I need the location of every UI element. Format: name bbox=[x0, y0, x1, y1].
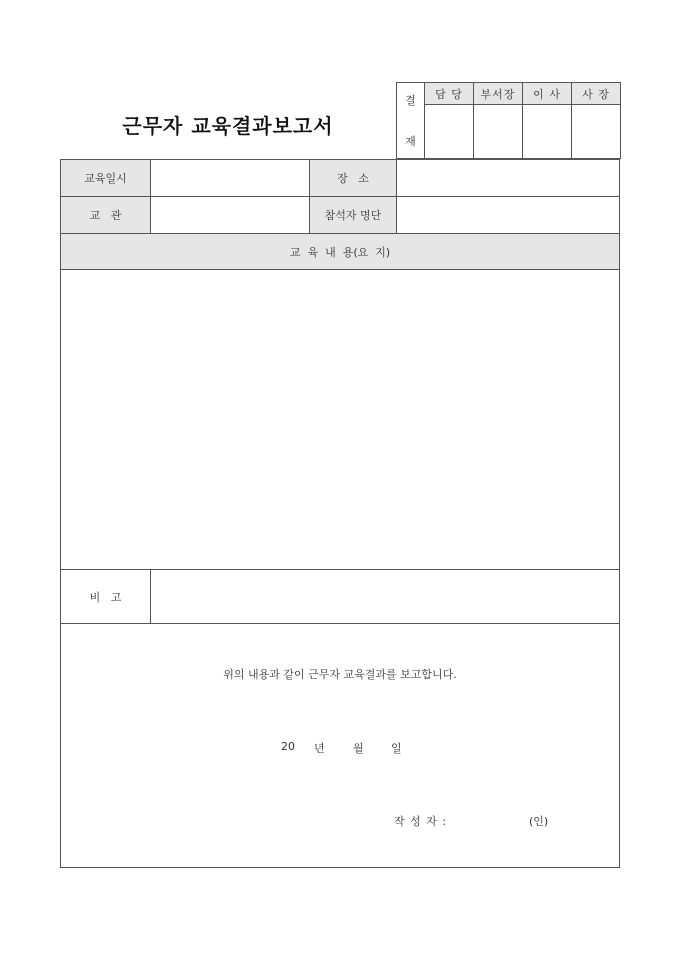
education-datetime-field[interactable] bbox=[151, 160, 309, 196]
label-place: 장 소 bbox=[310, 160, 396, 196]
approval-header-director: 이 사 bbox=[523, 83, 572, 105]
content-header: 교 육 내 용(요 지) bbox=[61, 234, 619, 269]
approval-sign-manager[interactable] bbox=[425, 105, 474, 159]
report-statement: 위의 내용과 같이 근무자 교육결과를 보고합니다. bbox=[223, 668, 457, 681]
date-year: 20 bbox=[281, 740, 295, 753]
form-title: 근무자 교육결과보고서 bbox=[122, 113, 334, 138]
approval-header-manager: 담 당 bbox=[425, 83, 474, 105]
education-content-area[interactable] bbox=[61, 270, 619, 569]
date-day-unit: 일 bbox=[391, 742, 402, 755]
approval-sign-president[interactable] bbox=[572, 105, 621, 159]
approval-block bbox=[396, 82, 621, 159]
label-attendee-list: 참석자 명단 bbox=[310, 197, 396, 233]
attendee-list-field[interactable] bbox=[397, 197, 619, 233]
place-field[interactable] bbox=[397, 160, 619, 196]
label-education-datetime: 교육일시 bbox=[61, 160, 150, 196]
date-month-unit: 월 bbox=[353, 742, 364, 755]
approval-label: 결 재 bbox=[397, 83, 425, 159]
date-year-unit: 년 bbox=[314, 742, 325, 755]
label-instructor: 교 관 bbox=[61, 197, 150, 233]
remarks-field[interactable] bbox=[151, 570, 619, 623]
approval-header-president: 사 장 bbox=[572, 83, 621, 105]
approval-header-dept-head: 부서장 bbox=[474, 83, 523, 105]
instructor-field[interactable] bbox=[151, 197, 309, 233]
label-remarks: 비 고 bbox=[89, 590, 122, 604]
approval-sign-director[interactable] bbox=[523, 105, 572, 159]
author-label: 작 성 자 : bbox=[394, 815, 448, 828]
author-name-field[interactable] bbox=[466, 813, 526, 827]
report-form bbox=[60, 159, 620, 868]
seal-mark: (인) bbox=[529, 815, 549, 828]
approval-sign-dept-head[interactable] bbox=[474, 105, 523, 159]
